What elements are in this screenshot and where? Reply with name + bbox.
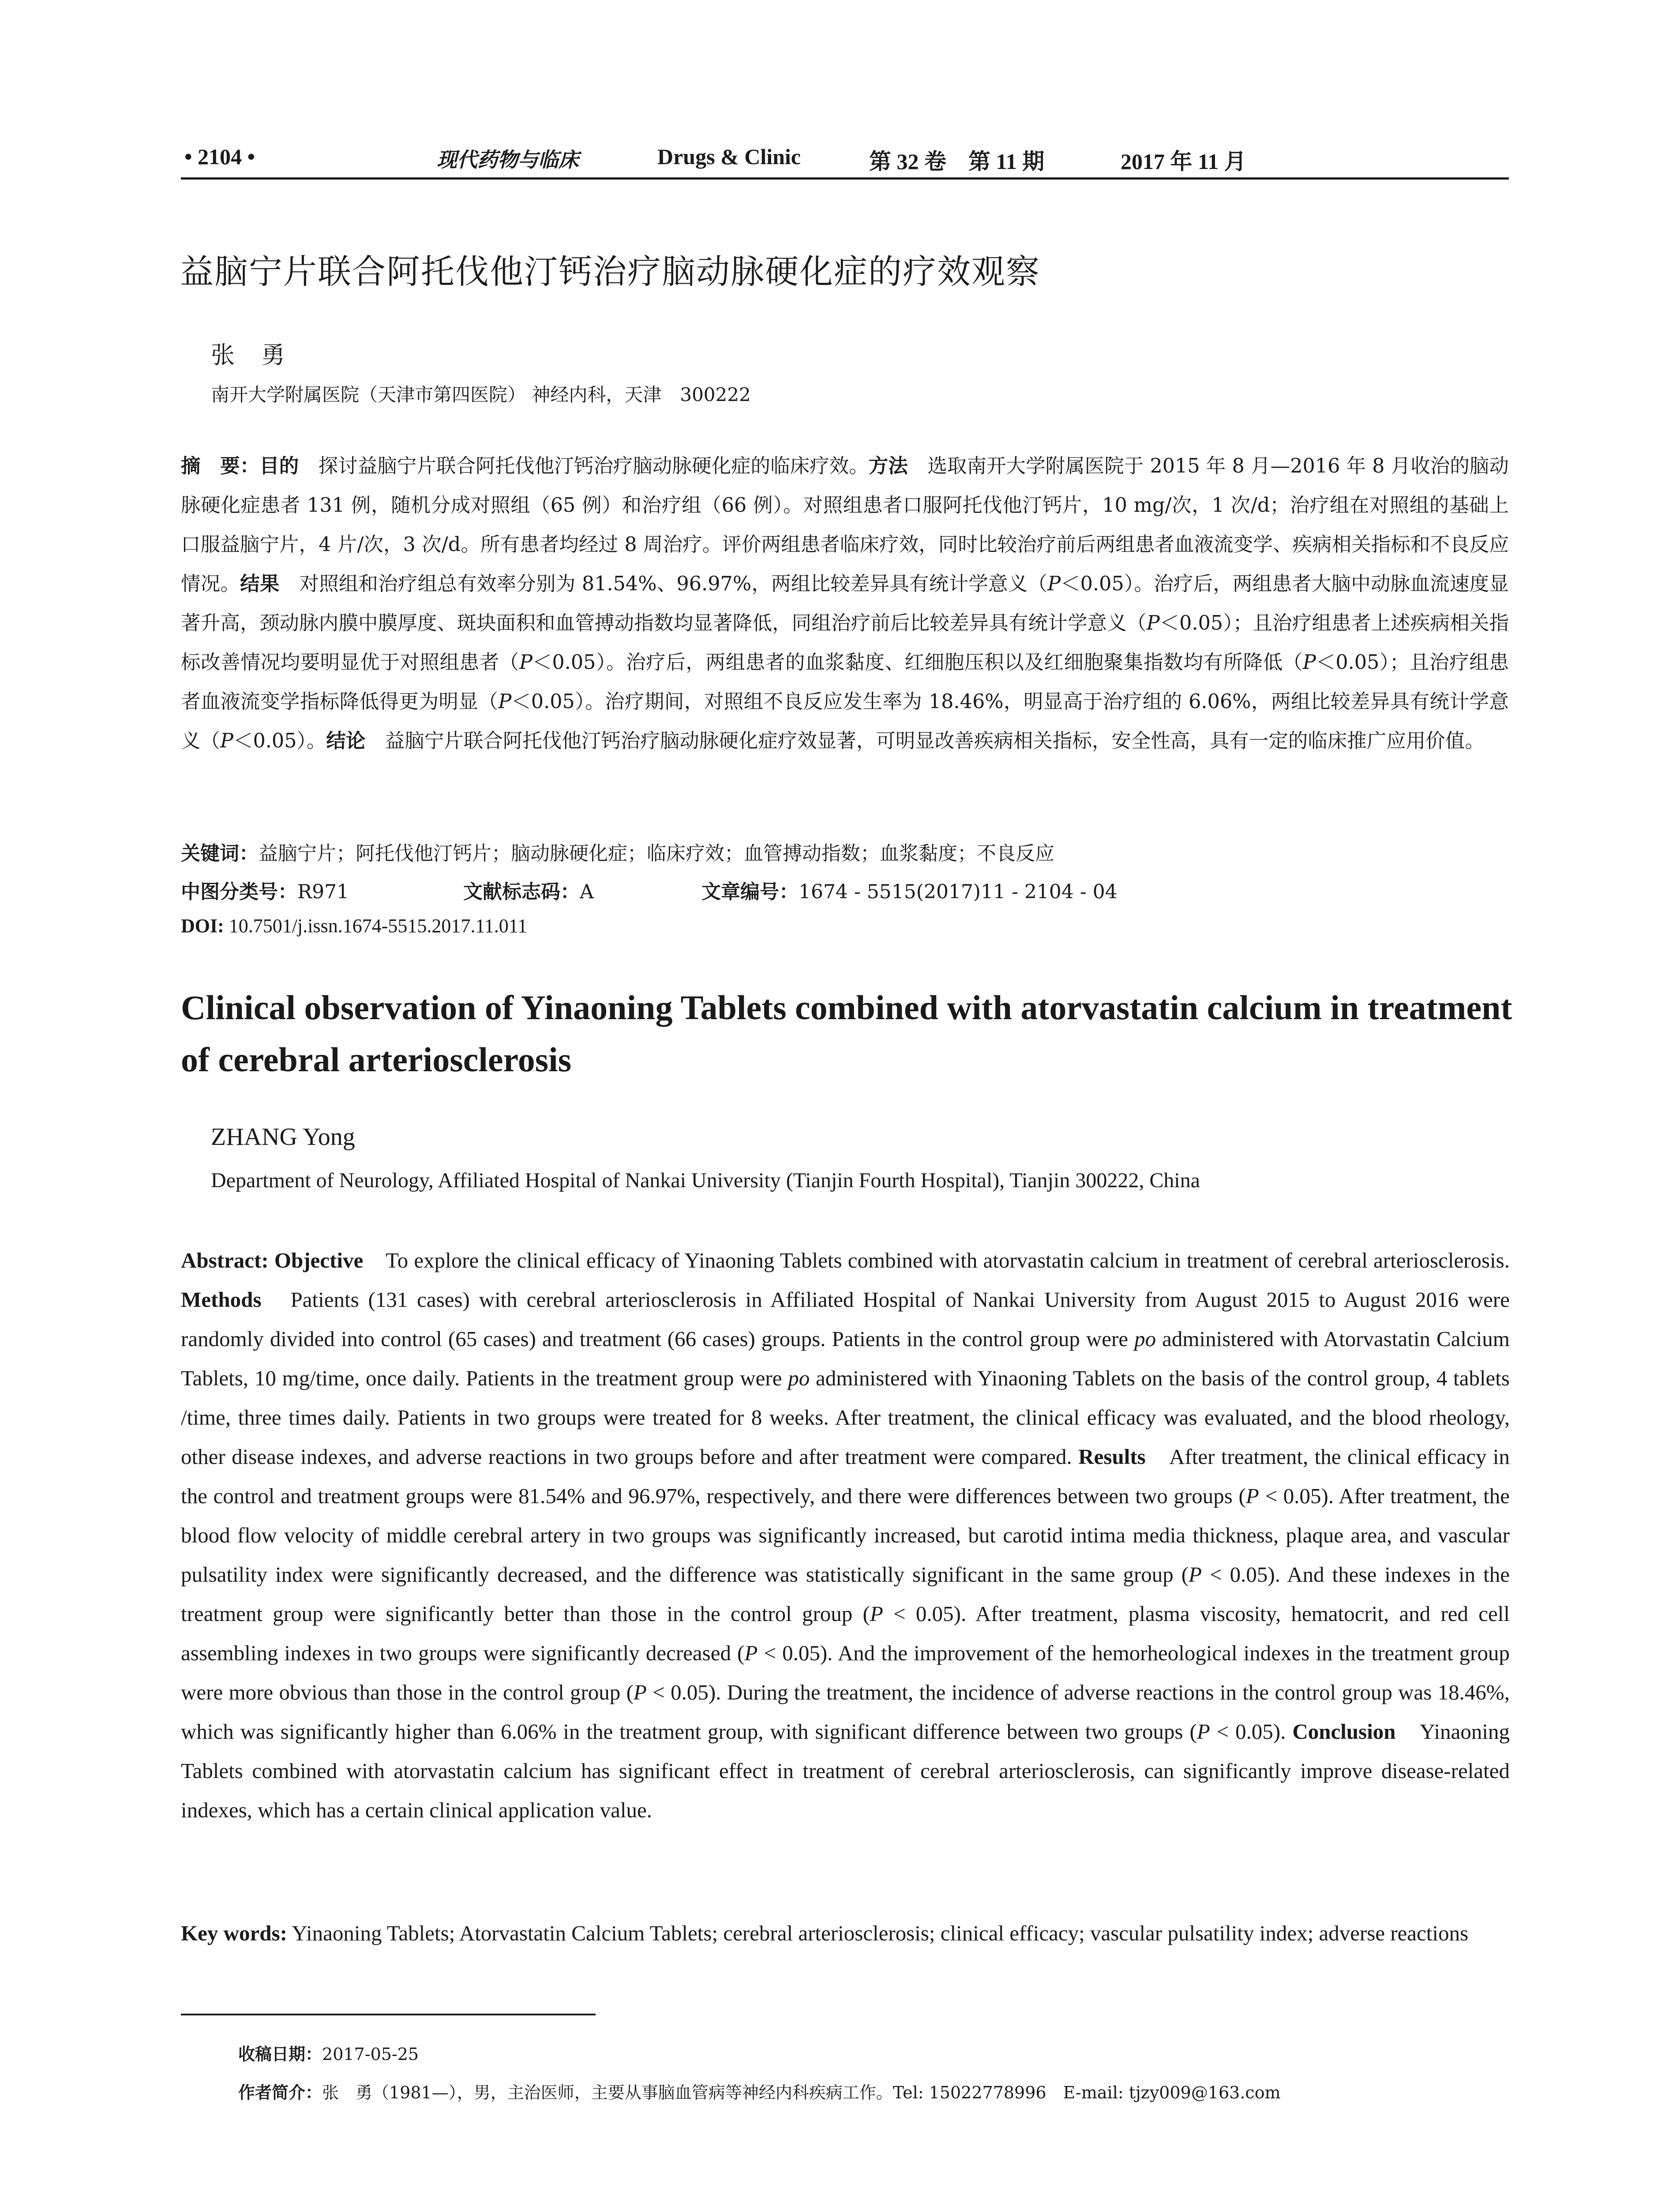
results-text-en: < 0.05). And these indexes in the treatment group were significantly better than those in the control group (: [181, 1562, 1510, 1626]
abstract-en: [181, 1241, 1510, 1830]
doi-label: DOI:: [181, 915, 224, 937]
received-date-note: [238, 2041, 419, 2065]
article-title-cn: 益脑宁片联合阿托伐他汀钙治疗脑动脉硬化症的疗效观察: [180, 252, 1040, 291]
affiliation-cn: 南开大学附属医院（天津市第四医院） 神经内科，天津 300222: [211, 384, 751, 405]
keywords-label-en: Key words:: [181, 1921, 287, 1945]
header-rule: [181, 177, 1509, 180]
results-label-en: Results: [1078, 1444, 1146, 1469]
doc-code-label: 文献标志码：: [463, 881, 580, 903]
doi-value: 10.7501/j.issn.1674-5515.2017.11.011: [224, 915, 528, 937]
results-text-en: < 0.05). During the treatment, the incidence of adverse reactions in the control group was 18.46%, which was significantly higher than 6.06% in the treatment group, with significant difference between two groups (: [181, 1680, 1510, 1744]
methods-text-en: administered with Atorvastatin Calcium Tablets, 10 mg/time, once daily. Patients in the treatment group were: [181, 1327, 1510, 1390]
clc-label: 中图分类号：: [181, 881, 297, 903]
doi-line: [181, 915, 527, 937]
methods-text-en: administered with Yinaoning Tablets on the basis of the control group, 4 tablets /time, three times daily. Patients in two groups were treated for 8 weeks. After treatment, the clinical efficacy was evaluated, and the blood rheology, other disease indexes, and adverse reactions in two groups before and after treatment were compared.: [181, 1366, 1510, 1469]
objective-text-cn: 探讨益脑宁片联合阿托伐他汀钙治疗脑动脉硬化症的临床疗效。: [299, 455, 869, 477]
p-symbol: P: [870, 1602, 883, 1626]
clc-value: R971: [297, 881, 349, 903]
results-text-en: < 0.05). After treatment, plasma viscosity, hematocrit, and red cell assembling indexes in two groups were significantly decreased (: [181, 1602, 1510, 1665]
p-symbol: P: [519, 651, 532, 674]
keywords-text-cn: 益脑宁片；阿托伐他汀钙片；脑动脉硬化症；临床疗效；血管搏动指数；血浆黏度；不良反应: [259, 842, 1054, 865]
abstract-label-cn: 摘 要：: [181, 455, 260, 477]
doc-code-group: [463, 876, 594, 904]
keywords-label-cn: 关键词：: [181, 842, 259, 865]
conclusion-text-en: Yinaoning Tablets combined with atorvastatin calcium has significant effect in treatment of cerebral arteriosclerosis, can significantly improve disease-related indexes, which has a certain clinical application value.: [181, 1719, 1510, 1822]
conclusion-label-en: Conclusion: [1292, 1719, 1396, 1744]
abstract-label-en: Abstract: Objective: [181, 1248, 364, 1272]
results-text-en: < 0.05). After treatment, the blood flow velocity of middle cerebral artery in two groups was significantly increased, but carotid intima media thickness, plaque area, and vascular pulsatility index were significantly decreased, and the difference was statistically significant in the same group (: [181, 1484, 1510, 1587]
doc-code-value: A: [580, 881, 594, 903]
affiliation-en: Department of Neurology, Affiliated Hospital of Nankai University (Tianjin Fourth Hospital), Tianjin 300222, China: [211, 1169, 1200, 1192]
author-bio-note: [238, 2079, 1281, 2103]
volume-issue: 第 32 卷 第 11 期: [869, 149, 1045, 174]
p-symbol: P: [498, 690, 512, 713]
abstract-cn: [181, 446, 1509, 761]
conclusion-text-cn: 益脑宁片联合阿托伐他汀钙治疗脑动脉硬化症疗效显著，可明显改善疾病相关指标，安全性高，具有一定的临床推广应用价值。: [365, 730, 1485, 752]
running-header: [181, 140, 1504, 180]
journal-name-en: Drugs & Clinic: [657, 144, 801, 169]
issue-date: 2017 年 11 月: [1121, 149, 1246, 174]
p-symbol: P: [633, 1680, 647, 1704]
footnote-rule: [181, 2014, 596, 2015]
results-text-cn: ＜0.05）。: [233, 730, 326, 752]
article-title-en: Clinical observation of Yinaoning Tablets combined with atorvastatin calcium in treatment of cerebral arteriosclerosis: [181, 988, 1512, 1079]
results-text-en: < 0.05).: [1210, 1719, 1293, 1744]
results-text-cn: ＜0.05）。治疗后，两组患者的血浆黏度、红细胞压积以及红细胞聚集指数均有所降低（: [532, 651, 1303, 674]
keywords-en: [181, 1913, 1510, 1953]
methods-text-en: Patients (131 cases) with cerebral arteriosclerosis in Affiliated Hospital of Nankai University from August 2015 to August 2016 were randomly divided into control (65 cases) and treatment (66 cases) groups. Patients in the control group were: [181, 1287, 1510, 1351]
results-text-cn: ＜0.05）；且治疗组患者血液流变学指标降低得更为明显（: [181, 651, 1509, 713]
received-value: 2017-05-25: [322, 2045, 419, 2064]
page-number: • 2104 •: [184, 144, 255, 169]
p-symbol: P: [1245, 1484, 1259, 1508]
keywords-cn: [181, 837, 1054, 866]
p-symbol: P: [1047, 573, 1061, 595]
results-text-cn: ＜0.05）。治疗后，两组患者大脑中动脉血流速度显著升高，颈动脉内膜中膜厚度、斑块面积和血管搏动指数均显著降低，同组治疗前后比较差异具有统计学意义（: [181, 573, 1509, 634]
objective-label-cn: 目的: [259, 455, 299, 477]
p-symbol: P: [744, 1641, 758, 1665]
p-symbol: P: [1302, 651, 1316, 674]
results-label-cn: 结果: [240, 573, 280, 595]
bio-value: 张 勇（1981—），男，主治医师，主要从事脑血管病等神经内科疾病工作。Tel: 15022778996 E-mail: tjzy009@163.com: [322, 2083, 1281, 2102]
methods-label-cn: 方法: [868, 455, 908, 477]
journal-name-cn: 现代药物与临床: [437, 148, 579, 172]
p-symbol: P: [1196, 1719, 1210, 1744]
methods-text-cn: 选取南开大学附属医院于 2015 年 8 月—2016 年 8 月收治的脑动脉硬化症患者 131 例，随机分成对照组（65 例）和治疗组（66 例）。对照组患者口服阿托伐他汀钙片，10 mg/次，1 次/d；治疗组在对照组的基础上口服益脑宁片，4 片/次，3 次/d。所有患者均经过 8 周治疗。评价两组患者临床疗效，同时比较治疗前后两组患者血液流变学、疾病相关指标和不良反应情况。: [181, 455, 1509, 595]
author-cn: 张勇: [211, 341, 311, 369]
bio-label: 作者简介：: [238, 2083, 322, 2102]
received-label: 收稿日期：: [238, 2045, 322, 2064]
conclusion-label-cn: 结论: [326, 730, 366, 752]
p-symbol: P: [1189, 1562, 1202, 1587]
keywords-text-en: Yinaoning Tablets; Atorvastatin Calcium Tablets; cerebral arteriosclerosis; clinical efficacy; vascular pulsatility index; adverse reactions: [287, 1921, 1469, 1945]
results-text-en: < 0.05). And the improvement of the hemorheological indexes in the treatment group were more obvious than those in the control group (: [181, 1641, 1510, 1704]
author-en: ZHANG Yong: [211, 1123, 355, 1151]
po-term: po: [1134, 1327, 1156, 1351]
article-no-value: 1674 - 5515(2017)11 - 2104 - 04: [799, 881, 1118, 903]
article-no-label: 文章编号：: [701, 881, 799, 903]
po-term: po: [788, 1366, 810, 1390]
objective-text-en: To explore the clinical efficacy of Yinaoning Tablets combined with atorvastatin calcium in treatment of cerebral arteriosclerosis.: [363, 1248, 1510, 1272]
clc-group: [181, 876, 349, 904]
results-text-cn: 对照组和治疗组总有效率分别为 81.54%、96.97%，两组比较差异具有统计学意义（: [279, 573, 1048, 595]
article-no-group: [701, 876, 1118, 904]
results-text-cn: ＜0.05）；且治疗组患者上述疾病相关指标改善情况均要明显优于对照组患者（: [181, 612, 1509, 674]
results-text-en: After treatment, the clinical efficacy in the control and treatment groups were 81.54% and 96.97%, respectively, and there were differences between two groups (: [181, 1444, 1510, 1508]
results-text-cn: ＜0.05）。治疗期间，对照组不良反应发生率为 18.46%，明显高于治疗组的 6.06%，两组比较差异具有统计学意义（: [181, 690, 1509, 752]
methods-label-en: Methods: [181, 1287, 262, 1312]
p-symbol: P: [220, 730, 233, 752]
p-symbol: P: [1146, 612, 1160, 634]
